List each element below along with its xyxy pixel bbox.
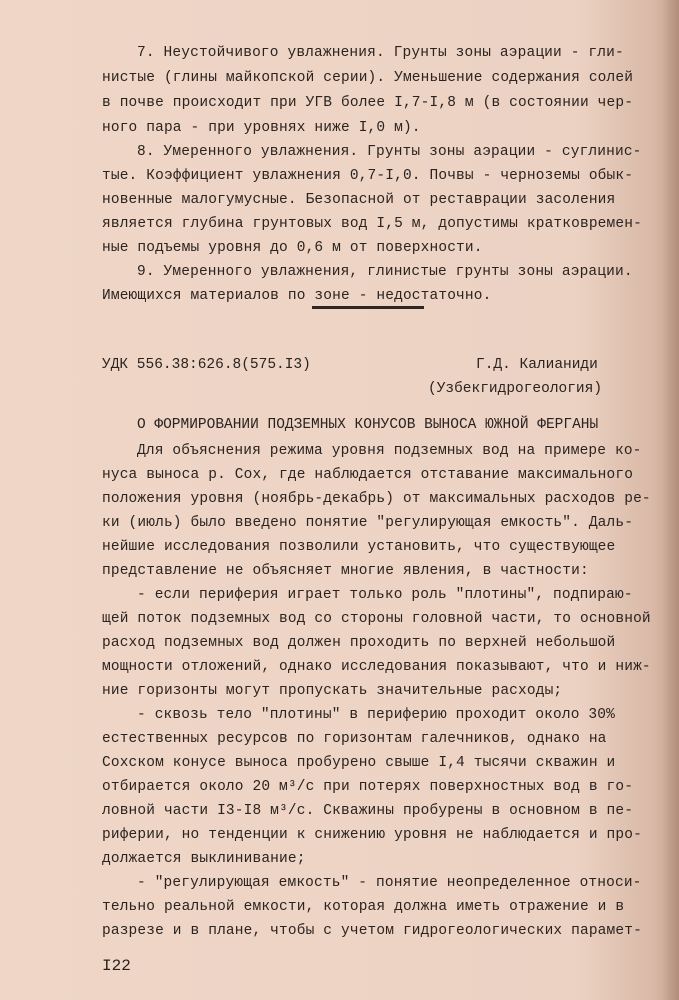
text-line: ки (июль) было введено понятие "регулирующая емкость". Даль-: [102, 515, 634, 531]
text-line: 9. Умеренного увлажнения, глинистые грунты зоны аэрации.: [137, 264, 633, 280]
text-line: Имеющихся материалов по зоне - недостаточно.: [102, 288, 492, 304]
text-line: должается выклинивание;: [102, 851, 306, 867]
udk-code: УДК 556.38:626.8(575.I3): [102, 357, 311, 373]
page-edge-shadow: [661, 0, 679, 1000]
text-line: ловной части I3-I8 м³/с. Скважины пробурены в основном в пе-: [102, 803, 634, 819]
text-line: Сохском конусе выноса пробурено свыше I,4 тысячи скважин и: [102, 755, 616, 771]
article-title: О ФОРМИРОВАНИИ ПОДЗЕМНЫХ КОНУСОВ ВЫНОСА ЮЖНОЙ ФЕРГАНЫ: [137, 417, 599, 433]
text-line: мощности отложений, однако исследования показывают, что и ниж-: [102, 659, 651, 675]
text-line: новенные малогумусные. Безопасной от реставрации засоления: [102, 192, 616, 208]
text-line: в почве происходит при УГВ более I,7-I,8 м (в состоянии чер-: [102, 95, 634, 111]
text-line: - сквозь тело "плотины" в периферию проходит около 30%: [137, 707, 615, 723]
author-affiliation: (Узбекгидрогеология): [428, 381, 603, 397]
text-line: положения уровня (ноябрь-декабрь) от максимальных расходов ре-: [102, 491, 651, 507]
text-line: тые. Коэффициент увлажнения 0,7-I,0. Почвы - черноземы обык-: [102, 168, 634, 184]
author-name: Г.Д. Калианиди: [476, 357, 598, 373]
text-line: естественных ресурсов по горизонтам галечников, однако на: [102, 731, 607, 747]
text-line: нистые (глины майкопской серии). Уменьшение содержания солей: [102, 70, 634, 86]
text-line: - "регулирующая емкость" - понятие неопределенное относи-: [137, 875, 642, 891]
text-line: представление не объясняет многие явления, в частности:: [102, 563, 589, 579]
text-line: щей поток подземных вод со стороны головной части, то основной: [102, 611, 651, 627]
text-line: разрезе и в плане, чтобы с учетом гидрогеологических парамет-: [102, 923, 642, 939]
text-line: ного пара - при уровнях ниже I,0 м).: [102, 120, 421, 136]
text-line: расход подземных вод должен проходить по верхней небольшой: [102, 635, 616, 651]
text-line: является глубина грунтовых вод I,5 м, допустимы кратковремен-: [102, 216, 642, 232]
text-line: риферии, но тенденции к снижению уровня не наблюдается и про-: [102, 827, 642, 843]
text-line: отбирается около 20 м³/с при потерях поверхностных вод в го-: [102, 779, 634, 795]
section-divider: [312, 306, 424, 309]
text-line: Для объяснения режима уровня подземных вод на примере ко-: [137, 443, 642, 459]
text-line: тельно реальной емкости, которая должна иметь отражение и в: [102, 899, 625, 915]
text-line: нейшие исследования позволили установить, что существующее: [102, 539, 616, 555]
text-line: 8. Умеренного увлажнения. Грунты зоны аэрации - суглинис-: [137, 144, 642, 160]
page-number: I22: [102, 957, 131, 975]
text-line: 7. Неустойчивого увлажнения. Грунты зоны аэрации - гли-: [137, 45, 624, 61]
text-line: ные подъемы уровня до 0,6 м от поверхности.: [102, 240, 483, 256]
text-line: ние горизонты могут пропускать значительные расходы;: [102, 683, 563, 699]
text-line: - если периферия играет только роль "плотины", подпираю-: [137, 587, 633, 603]
text-line: нуса выноса р. Сох, где наблюдается отставание максимального: [102, 467, 634, 483]
